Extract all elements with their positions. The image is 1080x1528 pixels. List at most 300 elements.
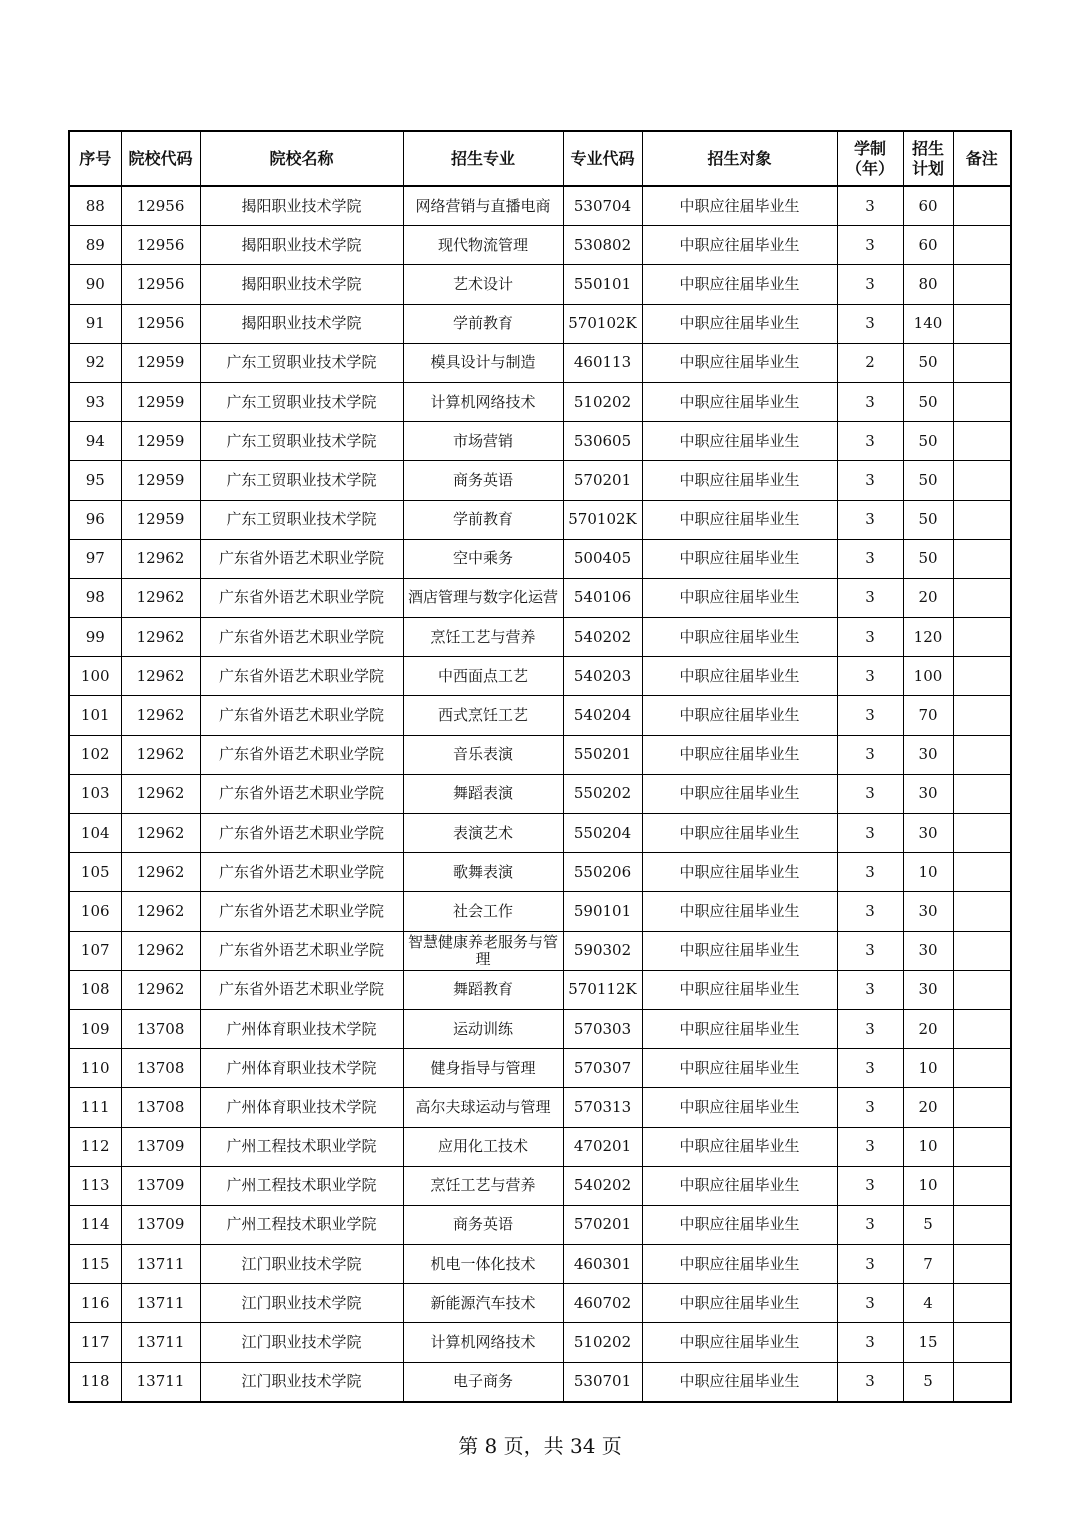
cell-seq: 110 (69, 1049, 121, 1088)
cell-school-name: 揭阳职业技术学院 (200, 186, 403, 226)
cell-major: 烹饪工艺与营养 (403, 618, 563, 657)
cell-major-code: 460702 (563, 1284, 642, 1323)
cell-duration: 3 (837, 1009, 903, 1048)
cell-major-code: 460301 (563, 1245, 642, 1284)
cell-note (953, 853, 1011, 892)
header-school-name: 院校名称 (200, 131, 403, 186)
cell-major-code: 570201 (563, 461, 642, 500)
cell-school-code: 12959 (121, 500, 200, 539)
cell-note (953, 931, 1011, 970)
cell-duration: 3 (837, 1362, 903, 1402)
cell-school-code: 12959 (121, 382, 200, 421)
cell-seq: 108 (69, 970, 121, 1009)
cell-duration: 3 (837, 1205, 903, 1244)
cell-major: 网络营销与直播电商 (403, 186, 563, 226)
cell-duration: 3 (837, 578, 903, 617)
cell-duration: 3 (837, 1323, 903, 1362)
table-row (69, 265, 1011, 304)
cell-plan: 20 (903, 1009, 953, 1048)
cell-target: 中职应往届毕业生 (642, 265, 837, 304)
cell-target: 中职应往届毕业生 (642, 343, 837, 382)
cell-plan: 140 (903, 304, 953, 343)
cell-plan: 50 (903, 422, 953, 461)
cell-major: 电子商务 (403, 1362, 563, 1402)
cell-major-code: 460113 (563, 343, 642, 382)
cell-duration: 3 (837, 422, 903, 461)
cell-plan: 10 (903, 1166, 953, 1205)
cell-target: 中职应往届毕业生 (642, 696, 837, 735)
cell-seq: 116 (69, 1284, 121, 1323)
table-row (69, 343, 1011, 382)
cell-plan: 70 (903, 696, 953, 735)
cell-note (953, 1166, 1011, 1205)
cell-target: 中职应往届毕业生 (642, 461, 837, 500)
cell-seq: 96 (69, 500, 121, 539)
cell-school-code: 12959 (121, 422, 200, 461)
cell-school-code: 13709 (121, 1166, 200, 1205)
table-row (69, 1166, 1011, 1205)
header-plan-line1: 招生 (911, 138, 944, 158)
cell-major: 健身指导与管理 (403, 1049, 563, 1088)
cell-school-name: 广东省外语艺术职业学院 (200, 853, 403, 892)
cell-seq: 109 (69, 1009, 121, 1048)
cell-note (953, 1284, 1011, 1323)
table-row (69, 970, 1011, 1009)
header-row (69, 131, 1011, 186)
cell-major-code: 550204 (563, 814, 642, 853)
cell-seq: 103 (69, 774, 121, 813)
cell-major-code: 570307 (563, 1049, 642, 1088)
cell-major-code: 540204 (563, 696, 642, 735)
cell-school-code: 12962 (121, 618, 200, 657)
cell-major: 学前教育 (403, 304, 563, 343)
cell-plan: 80 (903, 265, 953, 304)
cell-school-code: 12962 (121, 774, 200, 813)
cell-school-code: 13711 (121, 1245, 200, 1284)
cell-note (953, 186, 1011, 226)
cell-duration: 3 (837, 735, 903, 774)
cell-plan: 5 (903, 1205, 953, 1244)
cell-target: 中职应往届毕业生 (642, 186, 837, 226)
table-row (69, 814, 1011, 853)
cell-school-name: 广州体育职业技术学院 (200, 1009, 403, 1048)
cell-seq: 118 (69, 1362, 121, 1402)
cell-major: 中西面点工艺 (403, 657, 563, 696)
header-plan (903, 131, 953, 186)
cell-school-code: 12956 (121, 226, 200, 265)
cell-duration: 3 (837, 1284, 903, 1323)
cell-target: 中职应往届毕业生 (642, 892, 837, 931)
cell-school-code: 12962 (121, 931, 200, 970)
cell-target: 中职应往届毕业生 (642, 578, 837, 617)
cell-target: 中职应往届毕业生 (642, 735, 837, 774)
cell-note (953, 461, 1011, 500)
table-header (69, 131, 1011, 186)
table-row (69, 186, 1011, 226)
cell-note (953, 618, 1011, 657)
cell-target: 中职应往届毕业生 (642, 853, 837, 892)
cell-duration: 3 (837, 382, 903, 421)
cell-target: 中职应往届毕业生 (642, 1088, 837, 1127)
cell-major: 艺术设计 (403, 265, 563, 304)
cell-seq: 102 (69, 735, 121, 774)
cell-note (953, 304, 1011, 343)
cell-seq: 100 (69, 657, 121, 696)
cell-target: 中职应往届毕业生 (642, 774, 837, 813)
cell-school-name: 揭阳职业技术学院 (200, 226, 403, 265)
cell-target: 中职应往届毕业生 (642, 1245, 837, 1284)
cell-major-code: 550202 (563, 774, 642, 813)
cell-school-code: 12962 (121, 735, 200, 774)
table-row (69, 500, 1011, 539)
cell-school-code: 13711 (121, 1284, 200, 1323)
cell-duration: 3 (837, 814, 903, 853)
page-number: 第 8 页，共 34 页 (458, 1434, 622, 1458)
cell-seq: 106 (69, 892, 121, 931)
cell-school-code: 13709 (121, 1205, 200, 1244)
cell-plan: 30 (903, 774, 953, 813)
cell-major: 空中乘务 (403, 539, 563, 578)
cell-duration: 3 (837, 618, 903, 657)
cell-major-code: 570313 (563, 1088, 642, 1127)
cell-school-name: 广东省外语艺术职业学院 (200, 970, 403, 1009)
cell-note (953, 422, 1011, 461)
cell-plan: 30 (903, 931, 953, 970)
cell-plan: 50 (903, 461, 953, 500)
cell-duration: 3 (837, 1049, 903, 1088)
cell-duration: 3 (837, 265, 903, 304)
cell-major-code: 570201 (563, 1205, 642, 1244)
cell-plan: 4 (903, 1284, 953, 1323)
cell-major: 智慧健康养老服务与管理 (403, 931, 563, 970)
cell-school-name: 广东工贸职业技术学院 (200, 343, 403, 382)
header-note: 备注 (953, 131, 1011, 186)
cell-major: 酒店管理与数字化运营 (403, 578, 563, 617)
cell-seq: 105 (69, 853, 121, 892)
cell-note (953, 226, 1011, 265)
cell-major-code: 570102K (563, 500, 642, 539)
cell-school-code: 12962 (121, 814, 200, 853)
cell-plan: 5 (903, 1362, 953, 1402)
cell-seq: 113 (69, 1166, 121, 1205)
cell-seq: 92 (69, 343, 121, 382)
cell-major: 舞蹈表演 (403, 774, 563, 813)
cell-duration: 3 (837, 1245, 903, 1284)
cell-target: 中职应往届毕业生 (642, 226, 837, 265)
cell-major: 音乐表演 (403, 735, 563, 774)
header-major-code: 专业代码 (563, 131, 642, 186)
table-row (69, 304, 1011, 343)
cell-duration: 3 (837, 892, 903, 931)
table-row (69, 1323, 1011, 1362)
cell-plan: 30 (903, 892, 953, 931)
header-target: 招生对象 (642, 131, 837, 186)
cell-note (953, 1049, 1011, 1088)
cell-target: 中职应往届毕业生 (642, 1205, 837, 1244)
table-row (69, 735, 1011, 774)
header-seq: 序号 (69, 131, 121, 186)
cell-school-code: 12959 (121, 343, 200, 382)
cell-note (953, 343, 1011, 382)
cell-seq: 90 (69, 265, 121, 304)
cell-target: 中职应往届毕业生 (642, 382, 837, 421)
cell-school-name: 揭阳职业技术学院 (200, 265, 403, 304)
cell-plan: 20 (903, 1088, 953, 1127)
cell-target: 中职应往届毕业生 (642, 1323, 837, 1362)
cell-target: 中职应往届毕业生 (642, 1362, 837, 1402)
cell-school-name: 广东工贸职业技术学院 (200, 461, 403, 500)
cell-school-code: 13708 (121, 1049, 200, 1088)
cell-target: 中职应往届毕业生 (642, 814, 837, 853)
cell-duration: 3 (837, 304, 903, 343)
cell-duration: 3 (837, 461, 903, 500)
cell-plan: 30 (903, 814, 953, 853)
table-row (69, 931, 1011, 970)
cell-duration: 3 (837, 657, 903, 696)
cell-seq: 88 (69, 186, 121, 226)
cell-target: 中职应往届毕业生 (642, 1049, 837, 1088)
cell-major-code: 530704 (563, 186, 642, 226)
cell-major-code: 510202 (563, 382, 642, 421)
cell-major: 模具设计与制造 (403, 343, 563, 382)
cell-note (953, 382, 1011, 421)
cell-note (953, 1362, 1011, 1402)
table-row (69, 1127, 1011, 1166)
cell-plan: 7 (903, 1245, 953, 1284)
cell-seq: 91 (69, 304, 121, 343)
cell-plan: 120 (903, 618, 953, 657)
cell-major-code: 540106 (563, 578, 642, 617)
cell-duration: 3 (837, 853, 903, 892)
cell-school-name: 广东省外语艺术职业学院 (200, 539, 403, 578)
cell-seq: 101 (69, 696, 121, 735)
cell-note (953, 539, 1011, 578)
cell-note (953, 774, 1011, 813)
cell-school-name: 广州工程技术职业学院 (200, 1205, 403, 1244)
table-row (69, 853, 1011, 892)
cell-school-name: 广东工贸职业技术学院 (200, 422, 403, 461)
cell-plan: 100 (903, 657, 953, 696)
cell-school-code: 12962 (121, 853, 200, 892)
cell-major-code: 540202 (563, 618, 642, 657)
cell-school-name: 江门职业技术学院 (200, 1284, 403, 1323)
cell-major: 应用化工技术 (403, 1127, 563, 1166)
header-plan-line2: 计划 (911, 158, 944, 178)
cell-note (953, 970, 1011, 1009)
cell-target: 中职应往届毕业生 (642, 304, 837, 343)
cell-plan: 10 (903, 853, 953, 892)
cell-target: 中职应往届毕业生 (642, 422, 837, 461)
cell-seq: 98 (69, 578, 121, 617)
cell-major: 歌舞表演 (403, 853, 563, 892)
table-row (69, 1284, 1011, 1323)
cell-major-code: 570112K (563, 970, 642, 1009)
table-row (69, 461, 1011, 500)
cell-major: 高尔夫球运动与管理 (403, 1088, 563, 1127)
cell-school-name: 广州工程技术职业学院 (200, 1127, 403, 1166)
cell-duration: 3 (837, 539, 903, 578)
cell-seq: 114 (69, 1205, 121, 1244)
cell-school-code: 12962 (121, 539, 200, 578)
cell-seq: 95 (69, 461, 121, 500)
cell-note (953, 578, 1011, 617)
cell-school-name: 广东省外语艺术职业学院 (200, 931, 403, 970)
cell-major: 现代物流管理 (403, 226, 563, 265)
cell-school-code: 13708 (121, 1009, 200, 1048)
cell-school-code: 12956 (121, 265, 200, 304)
cell-school-name: 广东省外语艺术职业学院 (200, 735, 403, 774)
cell-seq: 93 (69, 382, 121, 421)
cell-major-code: 570303 (563, 1009, 642, 1048)
cell-major: 计算机网络技术 (403, 1323, 563, 1362)
admissions-table (68, 130, 1012, 1403)
cell-seq: 111 (69, 1088, 121, 1127)
cell-major-code: 550201 (563, 735, 642, 774)
cell-school-code: 13709 (121, 1127, 200, 1166)
cell-duration: 3 (837, 500, 903, 539)
cell-major-code: 530605 (563, 422, 642, 461)
cell-note (953, 735, 1011, 774)
cell-major: 机电一体化技术 (403, 1245, 563, 1284)
table-row (69, 422, 1011, 461)
cell-plan: 10 (903, 1049, 953, 1088)
cell-major-code: 570102K (563, 304, 642, 343)
cell-school-code: 12962 (121, 892, 200, 931)
cell-school-code: 12962 (121, 657, 200, 696)
cell-note (953, 1323, 1011, 1362)
table-body (69, 186, 1011, 1402)
cell-school-code: 12959 (121, 461, 200, 500)
cell-school-name: 广东省外语艺术职业学院 (200, 657, 403, 696)
cell-major: 西式烹饪工艺 (403, 696, 563, 735)
cell-target: 中职应往届毕业生 (642, 539, 837, 578)
cell-note (953, 1245, 1011, 1284)
cell-plan: 30 (903, 735, 953, 774)
cell-major: 计算机网络技术 (403, 382, 563, 421)
cell-major: 运动训练 (403, 1009, 563, 1048)
cell-seq: 117 (69, 1323, 121, 1362)
cell-duration: 2 (837, 343, 903, 382)
cell-school-code: 12962 (121, 578, 200, 617)
cell-note (953, 1009, 1011, 1048)
cell-major: 商务英语 (403, 461, 563, 500)
cell-note (953, 814, 1011, 853)
cell-note (953, 1205, 1011, 1244)
cell-major: 舞蹈教育 (403, 970, 563, 1009)
cell-major-code: 590302 (563, 931, 642, 970)
cell-school-name: 广东省外语艺术职业学院 (200, 696, 403, 735)
cell-major-code: 590101 (563, 892, 642, 931)
cell-seq: 115 (69, 1245, 121, 1284)
table-row (69, 1205, 1011, 1244)
cell-note (953, 1127, 1011, 1166)
table-row (69, 1245, 1011, 1284)
cell-plan: 50 (903, 382, 953, 421)
table-row (69, 696, 1011, 735)
cell-target: 中职应往届毕业生 (642, 1166, 837, 1205)
cell-plan: 10 (903, 1127, 953, 1166)
cell-major: 社会工作 (403, 892, 563, 931)
cell-school-name: 广州工程技术职业学院 (200, 1166, 403, 1205)
cell-duration: 3 (837, 186, 903, 226)
cell-duration: 3 (837, 931, 903, 970)
table-row (69, 657, 1011, 696)
cell-plan: 50 (903, 500, 953, 539)
cell-seq: 112 (69, 1127, 121, 1166)
header-school-code: 院校代码 (121, 131, 200, 186)
header-duration-line2: （年） (845, 158, 894, 178)
cell-plan: 15 (903, 1323, 953, 1362)
cell-seq: 94 (69, 422, 121, 461)
cell-note (953, 892, 1011, 931)
table-row (69, 1049, 1011, 1088)
cell-school-code: 12956 (121, 186, 200, 226)
cell-duration: 3 (837, 696, 903, 735)
cell-plan: 60 (903, 226, 953, 265)
cell-plan: 50 (903, 343, 953, 382)
table-row (69, 578, 1011, 617)
cell-plan: 60 (903, 186, 953, 226)
cell-school-name: 广东省外语艺术职业学院 (200, 814, 403, 853)
cell-note (953, 1088, 1011, 1127)
table-row (69, 892, 1011, 931)
cell-major-code: 530802 (563, 226, 642, 265)
cell-school-name: 广东省外语艺术职业学院 (200, 618, 403, 657)
cell-duration: 3 (837, 970, 903, 1009)
cell-plan: 50 (903, 539, 953, 578)
cell-school-code: 12962 (121, 696, 200, 735)
cell-school-name: 江门职业技术学院 (200, 1245, 403, 1284)
table-row (69, 1009, 1011, 1048)
cell-note (953, 696, 1011, 735)
cell-school-code: 13711 (121, 1323, 200, 1362)
header-duration (837, 131, 903, 186)
table-row (69, 1088, 1011, 1127)
cell-seq: 89 (69, 226, 121, 265)
cell-school-name: 广东省外语艺术职业学院 (200, 578, 403, 617)
cell-major-code: 510202 (563, 1323, 642, 1362)
cell-school-name: 广东工贸职业技术学院 (200, 500, 403, 539)
cell-school-code: 12956 (121, 304, 200, 343)
cell-school-code: 13708 (121, 1088, 200, 1127)
cell-major-code: 540203 (563, 657, 642, 696)
table-row (69, 382, 1011, 421)
cell-target: 中职应往届毕业生 (642, 931, 837, 970)
table-row (69, 1362, 1011, 1402)
cell-major: 新能源汽车技术 (403, 1284, 563, 1323)
cell-target: 中职应往届毕业生 (642, 618, 837, 657)
cell-target: 中职应往届毕业生 (642, 1009, 837, 1048)
cell-note (953, 657, 1011, 696)
cell-target: 中职应往届毕业生 (642, 500, 837, 539)
header-major: 招生专业 (403, 131, 563, 186)
cell-major: 商务英语 (403, 1205, 563, 1244)
cell-duration: 3 (837, 1166, 903, 1205)
cell-major: 市场营销 (403, 422, 563, 461)
header-duration-line1: 学制 (853, 138, 886, 158)
cell-plan: 20 (903, 578, 953, 617)
cell-target: 中职应往届毕业生 (642, 657, 837, 696)
cell-duration: 3 (837, 1127, 903, 1166)
cell-major-code: 550206 (563, 853, 642, 892)
cell-major-code: 550101 (563, 265, 642, 304)
cell-school-name: 广东工贸职业技术学院 (200, 382, 403, 421)
cell-plan: 30 (903, 970, 953, 1009)
cell-seq: 104 (69, 814, 121, 853)
cell-school-name: 揭阳职业技术学院 (200, 304, 403, 343)
table-row (69, 539, 1011, 578)
cell-seq: 97 (69, 539, 121, 578)
